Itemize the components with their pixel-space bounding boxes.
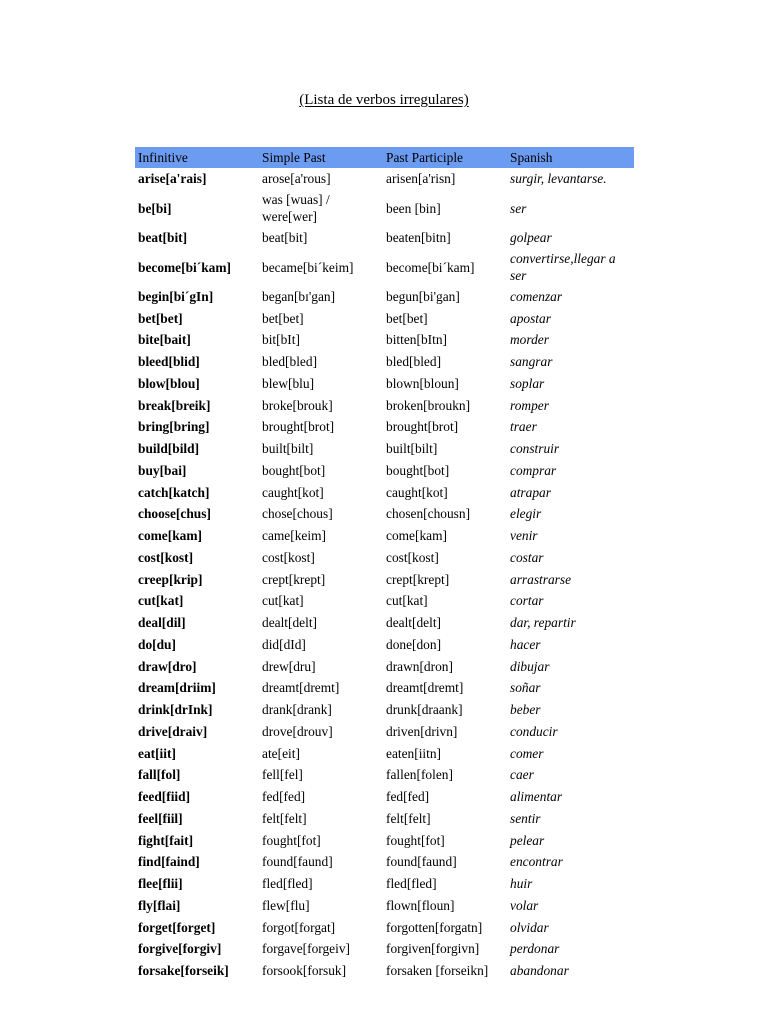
table-row (135, 373, 634, 395)
table-row (135, 916, 634, 938)
spanish-cell: sentir (510, 810, 541, 826)
spanish-cell: dibujar (510, 658, 550, 674)
table-row (135, 742, 634, 764)
past-participle-cell: brought[brot] (386, 419, 459, 435)
spanish-cell: elegir (510, 506, 542, 522)
past-participle-cell: fought[fot] (386, 832, 445, 848)
past-participle-cell: fallen[folen] (386, 767, 453, 783)
past-participle-cell: eaten[iitn] (386, 745, 442, 761)
infinitive-cell: bleed[blid] (138, 354, 200, 370)
simple-past-cell: crept[krept] (262, 571, 326, 587)
table-row (135, 438, 634, 460)
table-row (135, 677, 634, 699)
spanish-cell: beber (510, 702, 541, 718)
table-row (135, 503, 634, 525)
infinitive-cell: forget[forget] (138, 919, 216, 935)
infinitive-cell: blow[blou] (138, 375, 200, 391)
table-row (135, 764, 634, 786)
past-participle-cell: bought[bot] (386, 462, 450, 478)
table-row (135, 829, 634, 851)
past-participle-cell: chosen[chousn] (386, 506, 471, 522)
infinitive-cell: bring[bring] (138, 419, 210, 435)
table-row (135, 416, 634, 438)
infinitive-cell: do[du] (138, 636, 176, 652)
past-participle-cell: felt[felt] (386, 810, 431, 826)
spanish-cell: surgir, levantarse. (510, 171, 607, 187)
infinitive-cell: choose[chus] (138, 506, 211, 522)
past-participle-cell: arisen[a'risn] (386, 171, 456, 187)
infinitive-cell: deal[dil] (138, 615, 186, 631)
spanish-cell: arrastrarse (510, 571, 572, 587)
past-participle-cell: built[bilt] (386, 441, 438, 457)
spanish-cell: alimentar (510, 789, 563, 805)
spanish-cell: olvidar (510, 919, 549, 935)
table-row (135, 568, 634, 590)
simple-past-cell: bought[bot] (262, 462, 326, 478)
header-infinitive: Infinitive (138, 150, 188, 165)
past-participle-cell: fed[fed] (386, 789, 430, 805)
past-participle-cell: been [bin] (386, 200, 441, 216)
spanish-cell: hacer (510, 636, 541, 652)
table-row (135, 655, 634, 677)
infinitive-cell: feed[fiid] (138, 789, 191, 805)
spanish-cell: romper (510, 397, 549, 413)
simple-past-cell: forsook[forsuk] (262, 963, 347, 979)
simple-past-cell: ate[eit] (262, 745, 300, 761)
header-simple-past: Simple Past (262, 150, 326, 165)
past-participle-cell: broken[broukn] (386, 397, 471, 413)
spanish-cell: venir (510, 528, 538, 544)
spanish-cell: volar (510, 897, 539, 913)
spanish-cell: abandonar (510, 963, 569, 979)
table-row (135, 329, 634, 351)
table-row (135, 190, 634, 227)
table-row (135, 634, 634, 656)
past-participle-cell: forgotten[forgatn] (386, 919, 483, 935)
infinitive-cell: drive[draiv] (138, 723, 208, 739)
past-participle-cell: done[don] (386, 636, 442, 652)
infinitive-cell: fall[fol] (138, 767, 181, 783)
table-row (135, 786, 634, 808)
table-row (135, 960, 634, 982)
page-title: (Lista de verbos irregulares) (299, 92, 469, 108)
simple-past-cell: dealt[delt] (262, 615, 318, 631)
infinitive-cell: flee[flii] (138, 876, 183, 892)
table-row (135, 460, 634, 482)
simple-past-cell: chose[chous] (262, 506, 333, 522)
spanish-cell: dar, repartir (510, 615, 576, 631)
infinitive-cell: catch[katch] (138, 484, 210, 500)
irregular-verbs-table (135, 147, 634, 982)
table-row (135, 612, 634, 634)
past-participle-cell: dreamt[dremt] (386, 680, 464, 696)
spanish-cell: huir (510, 876, 533, 892)
past-participle-cell: cost[kost] (386, 549, 439, 565)
past-participle-cell: blown[bloun] (386, 375, 459, 391)
simple-past-cell: came[keim] (262, 528, 326, 544)
simple-past-cell: beat[bit] (262, 230, 308, 246)
simple-past-cell: flew[flu] (262, 897, 310, 913)
table-row (135, 249, 634, 286)
spanish-cell: cortar (510, 593, 544, 609)
infinitive-cell: dream[driim] (138, 680, 216, 696)
simple-past-cell: found[faund] (262, 854, 333, 870)
past-participle-cell: beaten[bitn] (386, 230, 451, 246)
past-participle-cell: found[faund] (386, 854, 457, 870)
infinitive-cell: eat[iit] (138, 745, 176, 761)
simple-past-cell: was [wuas] / were[wer] (262, 192, 330, 225)
header-spanish: Spanish (510, 150, 553, 165)
table-row (135, 895, 634, 917)
table-row (135, 227, 634, 249)
past-participle-cell: flown[floun] (386, 897, 455, 913)
header-past-participle: Past Participle (386, 150, 463, 165)
simple-past-cell: built[bilt] (262, 441, 314, 457)
simple-past-cell: forgave[forgeiv] (262, 941, 350, 957)
table-row (135, 808, 634, 830)
spanish-cell: atrapar (510, 484, 551, 500)
infinitive-cell: cost[kost] (138, 549, 194, 565)
spanish-cell: apostar (510, 310, 551, 326)
spanish-cell: traer (510, 419, 537, 435)
table-row (135, 851, 634, 873)
past-participle-cell: forsaken [forseikn] (386, 963, 489, 979)
spanish-cell: costar (510, 549, 544, 565)
past-participle-cell: dealt[delt] (386, 615, 442, 631)
table-row (135, 307, 634, 329)
simple-past-cell: bit[bIt] (262, 332, 300, 348)
table-row (135, 938, 634, 960)
infinitive-cell: build[bild] (138, 441, 200, 457)
table-row (135, 168, 634, 190)
infinitive-cell: be[bi] (138, 200, 172, 216)
infinitive-cell: beat[bit] (138, 230, 188, 246)
past-participle-cell: come[kam] (386, 528, 447, 544)
infinitive-cell: forsake[forseik] (138, 963, 229, 979)
past-participle-cell: bitten[bItn] (386, 332, 447, 348)
table-row (135, 286, 634, 308)
past-participle-cell: cut[kat] (386, 593, 428, 609)
simple-past-cell: fought[fot] (262, 832, 321, 848)
simple-past-cell: bled[bled] (262, 354, 318, 370)
past-participle-cell: drawn[dron] (386, 658, 453, 674)
infinitive-cell: break[breik] (138, 397, 211, 413)
infinitive-cell: forgive[forgiv] (138, 941, 222, 957)
simple-past-cell: drew[dru] (262, 658, 316, 674)
spanish-cell: soñar (510, 680, 541, 696)
table-row (135, 547, 634, 569)
simple-past-cell: brought[brot] (262, 419, 335, 435)
spanish-cell: golpear (510, 230, 552, 246)
table-row (135, 481, 634, 503)
infinitive-cell: become[bi´kam] (138, 259, 231, 275)
infinitive-cell: fly[flai] (138, 897, 181, 913)
spanish-cell: pelear (510, 832, 545, 848)
simple-past-cell: cut[kat] (262, 593, 304, 609)
simple-past-cell: drove[drouv] (262, 723, 333, 739)
past-participle-cell: bled[bled] (386, 354, 442, 370)
table-row (135, 873, 634, 895)
table-row (135, 394, 634, 416)
spanish-cell: caer (510, 767, 534, 783)
table-row (135, 590, 634, 612)
spanish-cell: comer (510, 745, 544, 761)
infinitive-cell: draw[dro] (138, 658, 197, 674)
spanish-cell: construir (510, 441, 560, 457)
infinitive-cell: buy[bai] (138, 462, 187, 478)
table-row (135, 351, 634, 373)
simple-past-cell: fell[fel] (262, 767, 303, 783)
simple-past-cell: blew[blu] (262, 375, 315, 391)
simple-past-cell: caught[kot] (262, 484, 324, 500)
infinitive-cell: bet[bet] (138, 310, 183, 326)
simple-past-cell: arose[a'rous] (262, 171, 331, 187)
simple-past-cell: broke[brouk] (262, 397, 333, 413)
table-row (135, 525, 634, 547)
simple-past-cell: fled[fled] (262, 876, 313, 892)
spanish-cell: sangrar (510, 354, 553, 370)
past-participle-cell: driven[drivn] (386, 723, 458, 739)
spanish-cell: convertirse,llegar a ser (510, 251, 616, 283)
simple-past-cell: began[bɪ'gan] (262, 288, 336, 304)
simple-past-cell: bet[bet] (262, 310, 304, 326)
past-participle-cell: forgiven[forgivn] (386, 941, 480, 957)
simple-past-cell: cost[kost] (262, 549, 315, 565)
spanish-cell: morder (510, 332, 549, 348)
past-participle-cell: become[bi´kam] (386, 259, 475, 275)
past-participle-cell: bet[bet] (386, 310, 428, 326)
spanish-cell: perdonar (510, 941, 560, 957)
infinitive-cell: feel[fiil] (138, 810, 183, 826)
simple-past-cell: became[bi´keim] (262, 259, 354, 275)
infinitive-cell: come[kam] (138, 528, 202, 544)
simple-past-cell: felt[felt] (262, 810, 307, 826)
infinitive-cell: arise[a'rais] (138, 171, 207, 187)
past-participle-cell: fled[fled] (386, 876, 437, 892)
past-participle-cell: drunk[draank] (386, 702, 463, 718)
infinitive-cell: cut[kat] (138, 593, 184, 609)
spanish-cell: comprar (510, 462, 557, 478)
infinitive-cell: begin[bi´gIn] (138, 288, 214, 304)
spanish-cell: ser (510, 200, 527, 216)
table-body (135, 168, 634, 982)
table-header-row (135, 147, 634, 168)
infinitive-cell: fight[fait] (138, 832, 194, 848)
infinitive-cell: find[faind] (138, 854, 200, 870)
past-participle-cell: caught[kot] (386, 484, 448, 500)
table-row (135, 721, 634, 743)
simple-past-cell: drank[drank] (262, 702, 332, 718)
infinitive-cell: creep[krip] (138, 571, 203, 587)
spanish-cell: encontrar (510, 854, 563, 870)
spanish-cell: soplar (510, 375, 545, 391)
simple-past-cell: did[dId] (262, 636, 306, 652)
infinitive-cell: drink[drInk] (138, 702, 213, 718)
spanish-cell: conducir (510, 723, 558, 739)
simple-past-cell: dreamt[dremt] (262, 680, 340, 696)
past-participle-cell: begun[bi'gan] (386, 288, 460, 304)
spanish-cell: comenzar (510, 288, 563, 304)
infinitive-cell: bite[bait] (138, 332, 191, 348)
table-row (135, 699, 634, 721)
simple-past-cell: forgot[forgat] (262, 919, 336, 935)
past-participle-cell: crept[krept] (386, 571, 450, 587)
simple-past-cell: fed[fed] (262, 789, 306, 805)
